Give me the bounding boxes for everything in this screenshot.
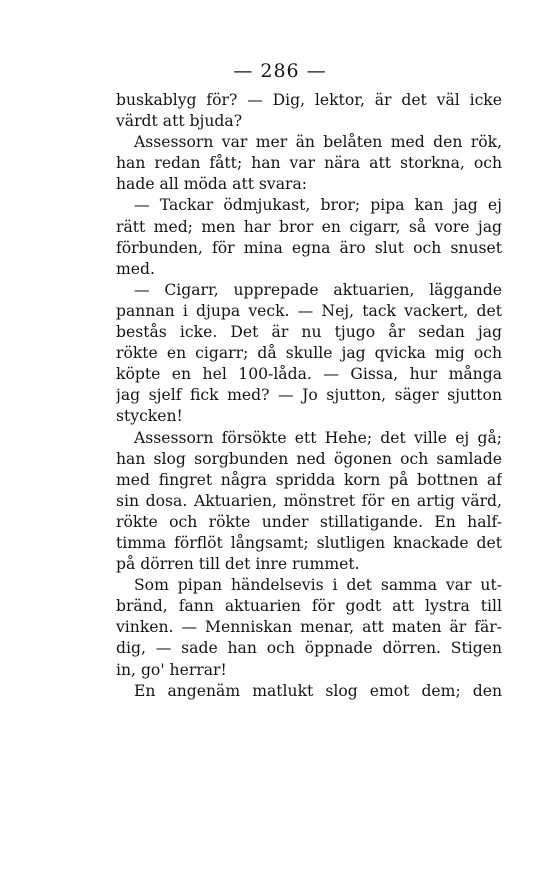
text-line: — Cigarr, upprepade aktuarien, läggande	[134, 280, 502, 299]
text-line: sin dosa. Aktuarien, mönstret för en artig värd,	[116, 491, 502, 510]
text-line: jag sjelf fick med? — Jo sjutton, säger sjutton	[116, 386, 502, 405]
page-number: — 286 —	[233, 60, 327, 82]
text-line: köpte en hel 100-låda. — Gissa, hur många	[116, 365, 502, 384]
text-line: En angenäm matlukt slog emot dem; den	[134, 681, 502, 700]
text-line: hade all möda att svara:	[116, 175, 308, 194]
text-line: stycken!	[116, 407, 183, 426]
text-line: pannan i djupa veck. — Nej, tack vackert, det	[116, 301, 502, 320]
text-line: in, go' herrar!	[116, 660, 227, 679]
text-line: med fingret några spridda korn på bottnen af	[116, 470, 502, 489]
text-line: buskablyg för? — Dig, lektor, är det väl icke	[116, 91, 502, 109]
text-line: Assessorn var mer än belåten med den rök,	[134, 133, 502, 152]
text-line: timma förflöt långsamt; slutligen knackade det	[116, 533, 502, 552]
text-line: med.	[116, 259, 155, 278]
text-line: vinken. — Menniskan menar, att maten är fär-	[116, 618, 502, 637]
text-line: — Tackar ödmjukast, bror; pipa kan jag ej	[134, 196, 502, 215]
text-line: rökte en cigarr; då skulle jag qvicka mig och	[116, 344, 502, 363]
text-line: Som pipan händelsevis i det samma var ut-	[134, 576, 502, 595]
text-line: rätt med; men har bror en cigarr, så vore jag	[116, 217, 502, 236]
text-line: han redan fått; han var nära att storkna, och	[116, 154, 502, 173]
body-text	[116, 90, 502, 702]
text-line: rökte och rökte under stillatigande. En half-	[116, 512, 502, 531]
text-line: dig, — sade han och öppnade dörren. Stigen	[116, 639, 502, 658]
text-line: värdt att bjuda?	[116, 112, 243, 131]
text-line: Assessorn försökte ett Hehe; det ville ej gå;	[134, 428, 502, 447]
text-line: på dörren till det inre rummet.	[116, 555, 360, 574]
text-line: bränd, fann aktuarien för godt att lystra till	[116, 597, 502, 616]
text-line: förbunden, för mina egna äro slut och snuset	[116, 238, 502, 257]
text-line: han slog sorgbunden ned ögonen och samlade	[116, 449, 502, 468]
text-line: bestås icke. Det är nu tjugo år sedan jag	[116, 323, 502, 342]
